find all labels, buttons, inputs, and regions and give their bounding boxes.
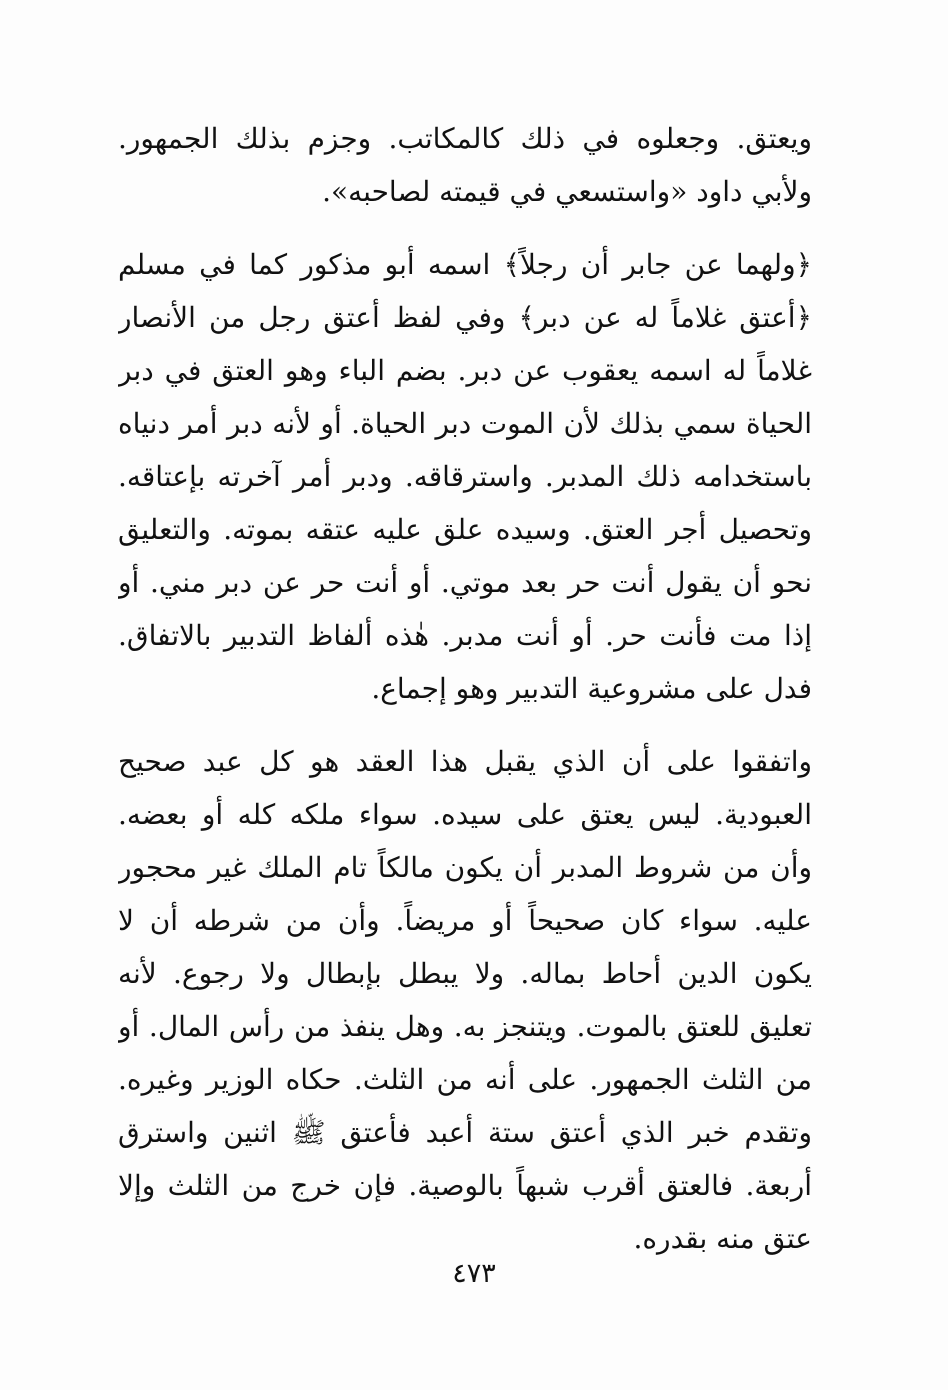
text-line: يكون الدين أحاط بماله. ولا يبطل بإبطال ولا رجوع. لأنه xyxy=(118,957,812,990)
text-line: وتقدم خبر الذي أعتق ستة أعبد فأعتق ﷺ اثنين واسترق xyxy=(118,1116,812,1149)
page-body xyxy=(118,112,812,1265)
paragraph-3 xyxy=(118,735,812,1265)
text-line: وأن من شروط المدبر أن يكون مالكاً تام الملك غير محجور xyxy=(118,851,812,884)
text-line: ﴿ولهما عن جابر أن رجلاً﴾ اسمه أبو مذكور كما في مسلم xyxy=(118,248,812,281)
text-line: تعليق للعتق بالموت. ويتنجز به. وهل ينفذ من رأس المال. أو xyxy=(118,1010,812,1043)
text-line: الحياة سمي بذلك لأن الموت دبر الحياة. أو لأنه دبر أمر دنياه xyxy=(118,407,812,440)
text-line: نحو أن يقول أنت حر بعد موتي. أو أنت حر عن دبر مني. أو xyxy=(118,566,812,599)
text-line: العبودية. ليس يعتق على سيده. سواء ملكه كله أو بعضه. xyxy=(118,798,812,831)
text-line: وتحصيل أجر العتق. وسيده علق عليه عتقه بموته. والتعليق xyxy=(118,513,812,546)
text-line: أربعة. فالعتق أقرب شبهاً بالوصية. فإن خرج من الثلث وإلا xyxy=(118,1169,812,1202)
text-line: عليه. سواء كان صحيحاً أو مريضاً. وأن من شرطه أن لا xyxy=(118,904,812,937)
paragraph-spacer xyxy=(118,218,812,238)
text-line: فدل على مشروعية التدبير وهو إجماع. xyxy=(371,672,812,705)
text-line: ولأبي داود «واستسعي في قيمته لصاحبه». xyxy=(322,175,812,208)
text-line: واتفقوا على أن الذي يقبل هذا العقد هو كل عبد صحيح xyxy=(118,745,812,778)
text-line: ويعتق. وجعلوه في ذلك كالمكاتب. وجزم بذلك الجمهور. xyxy=(118,122,812,155)
paragraph-1 xyxy=(118,112,812,218)
page-number: ٤٧٣ xyxy=(452,1258,496,1289)
text-line: باستخدامه ذلك المدبر. واسترقاقه. ودبر أمر آخرته بإعتاقه. xyxy=(118,460,812,493)
text-line: عتق منه بقدره. xyxy=(633,1222,812,1255)
text-line: غلاماً له اسمه يعقوب عن دبر. بضم الباء وهو العتق في دبر xyxy=(118,354,812,387)
text-line: ﴿أعتق غلاماً له عن دبر﴾ وفي لفظ أعتق رجل من الأنصار xyxy=(118,301,812,334)
paragraph-2 xyxy=(118,238,812,715)
text-line: إذا مت فأنت حر. أو أنت مدبر. هٰذه ألفاظ التدبير بالاتفاق. xyxy=(118,619,812,652)
paragraph-spacer xyxy=(118,715,812,735)
text-line: من الثلث الجمهور. على أنه من الثلث. حكاه الوزير وغيره. xyxy=(118,1063,812,1096)
